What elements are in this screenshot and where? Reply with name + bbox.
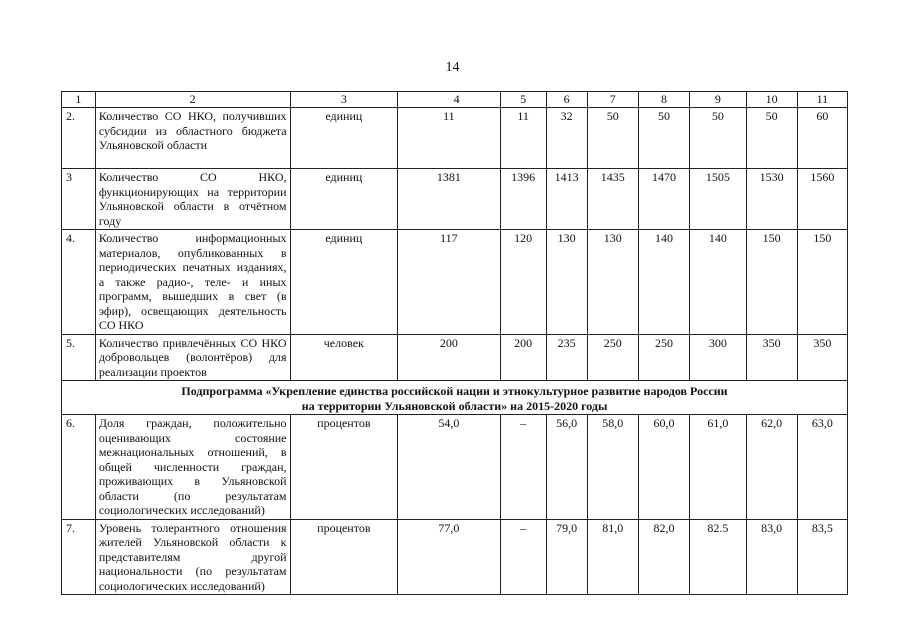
value-cell: 300 xyxy=(690,334,746,381)
unit-cell: единиц xyxy=(290,108,398,169)
value-cell: 11 xyxy=(500,108,546,169)
value-cell: 1435 xyxy=(587,169,638,230)
unit-cell: процентов xyxy=(290,519,398,595)
value-cell: 63,0 xyxy=(797,415,847,520)
header-cell: 8 xyxy=(638,92,689,108)
value-cell: 50 xyxy=(638,108,689,169)
header-cell: 1 xyxy=(62,92,96,108)
header-cell: 9 xyxy=(690,92,746,108)
row-number: 7. xyxy=(62,519,96,595)
value-cell: 117 xyxy=(398,230,500,335)
value-cell: 50 xyxy=(690,108,746,169)
header-row xyxy=(62,92,848,108)
value-cell: 54,0 xyxy=(398,415,500,520)
indicators-table xyxy=(61,91,848,595)
unit-cell: единиц xyxy=(290,169,398,230)
value-cell: 235 xyxy=(546,334,587,381)
value-cell: 62,0 xyxy=(746,415,797,520)
unit-cell: человек xyxy=(290,334,398,381)
value-cell: – xyxy=(500,519,546,595)
value-cell: 140 xyxy=(638,230,689,335)
header-cell: 11 xyxy=(797,92,847,108)
value-cell: 1381 xyxy=(398,169,500,230)
table-row xyxy=(62,519,848,595)
value-cell: 11 xyxy=(398,108,500,169)
value-cell: 56,0 xyxy=(546,415,587,520)
value-cell: 32 xyxy=(546,108,587,169)
row-number: 2. xyxy=(62,108,96,169)
indicator-name: Количество привлечённых СО НКО добровольцев (волонтёров) для реализации проектов xyxy=(95,334,290,381)
value-cell: 1396 xyxy=(500,169,546,230)
header-cell: 4 xyxy=(398,92,500,108)
table-row xyxy=(62,108,848,169)
header-cell: 7 xyxy=(587,92,638,108)
value-cell: 120 xyxy=(500,230,546,335)
indicator-name: Доля граждан, положительно оценивающих состояние межнациональных отношений, в общей численности граждан, проживающих в Ульяновской области (по результатам социологических исследований) xyxy=(95,415,290,520)
value-cell: 200 xyxy=(398,334,500,381)
value-cell: 82,0 xyxy=(638,519,689,595)
value-cell: 82.5 xyxy=(690,519,746,595)
value-cell: 58,0 xyxy=(587,415,638,520)
value-cell: 1505 xyxy=(690,169,746,230)
value-cell: 130 xyxy=(546,230,587,335)
value-cell: 83,0 xyxy=(746,519,797,595)
subprogram-title xyxy=(62,381,848,415)
value-cell: 1530 xyxy=(746,169,797,230)
unit-cell: единиц xyxy=(290,230,398,335)
subprogram-title-line1: Подпрограмма «Укрепление единства российской нации и этнокультурное развитие народов России xyxy=(181,384,728,398)
header-cell: 6 xyxy=(546,92,587,108)
table-row xyxy=(62,230,848,335)
value-cell: 61,0 xyxy=(690,415,746,520)
value-cell: 50 xyxy=(746,108,797,169)
value-cell: 350 xyxy=(746,334,797,381)
value-cell: 350 xyxy=(797,334,847,381)
value-cell: 60 xyxy=(797,108,847,169)
table-row xyxy=(62,169,848,230)
header-cell: 10 xyxy=(746,92,797,108)
value-cell: 79,0 xyxy=(546,519,587,595)
row-number: 6. xyxy=(62,415,96,520)
value-cell: 250 xyxy=(587,334,638,381)
value-cell: 50 xyxy=(587,108,638,169)
value-cell: – xyxy=(500,415,546,520)
header-cell: 3 xyxy=(290,92,398,108)
indicator-name: Уровень толерантного отношения жителей Ульяновской области к представителям другой национальности (по результатам социологических исследований) xyxy=(95,519,290,595)
value-cell: 81,0 xyxy=(587,519,638,595)
value-cell: 77,0 xyxy=(398,519,500,595)
header-cell: 5 xyxy=(500,92,546,108)
value-cell: 60,0 xyxy=(638,415,689,520)
row-number: 4. xyxy=(62,230,96,335)
table-row xyxy=(62,415,848,520)
value-cell: 83,5 xyxy=(797,519,847,595)
value-cell: 150 xyxy=(797,230,847,335)
indicator-name: Количество информационных материалов, опубликованных в периодических печатных изданиях, а также радио-, теле- и иных программ, вышедших в свет (в эфир), освещающих деятельность СО НКО xyxy=(95,230,290,335)
value-cell: 1413 xyxy=(546,169,587,230)
row-number: 5. xyxy=(62,334,96,381)
page-number: 14 xyxy=(445,60,460,75)
value-cell: 1560 xyxy=(797,169,847,230)
value-cell: 1470 xyxy=(638,169,689,230)
table-row xyxy=(62,334,848,381)
row-number: 3 xyxy=(62,169,96,230)
unit-cell: процентов xyxy=(290,415,398,520)
value-cell: 150 xyxy=(746,230,797,335)
indicator-name: Количество СО НКО, функционирующих на территории Ульяновской области в отчётном году xyxy=(95,169,290,230)
value-cell: 140 xyxy=(690,230,746,335)
value-cell: 200 xyxy=(500,334,546,381)
header-cell: 2 xyxy=(95,92,290,108)
value-cell: 130 xyxy=(587,230,638,335)
indicator-name: Количество СО НКО, получивших субсидии из областного бюджета Ульяновской области xyxy=(95,108,290,169)
value-cell: 250 xyxy=(638,334,689,381)
subprogram-title-line2: на территории Ульяновской области» на 2015-2020 годы xyxy=(301,398,608,413)
subprogram-row xyxy=(62,381,848,415)
